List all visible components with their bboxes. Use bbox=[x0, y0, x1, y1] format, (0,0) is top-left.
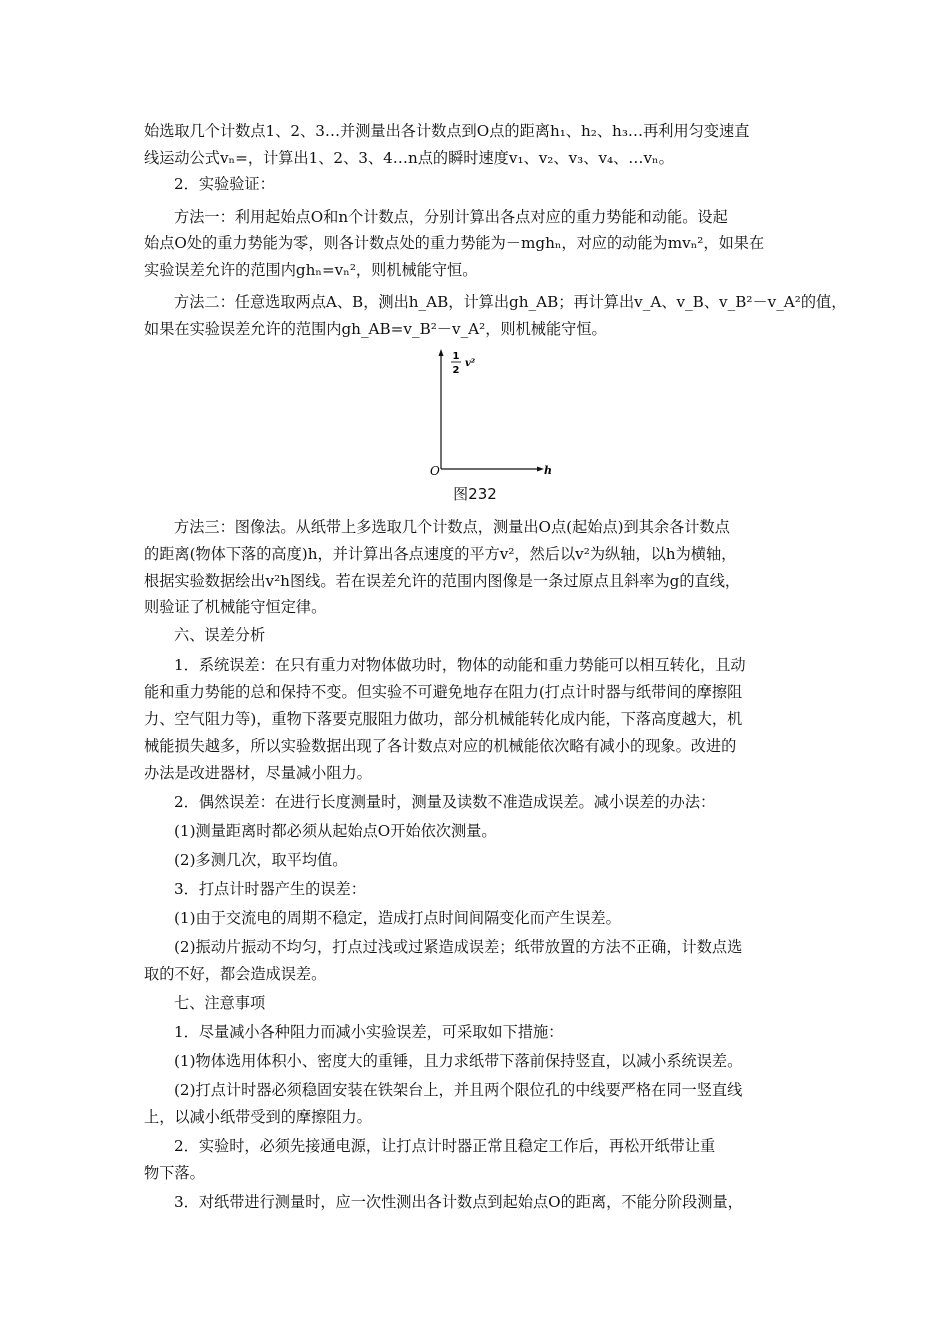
text-line: 六、误差分析 bbox=[174, 626, 266, 644]
text-line: 能和重力势能的总和保持不变。但实验不可避免地存在阻力(打点计时器与纸带间的摩擦阻 bbox=[144, 683, 743, 701]
text-line: 1．系统误差：在只有重力对物体做功时，物体的动能和重力势能可以相互转化，且动 bbox=[174, 656, 746, 674]
text-line: 物下落。 bbox=[144, 1164, 205, 1182]
text-line: 力、空气阻力等)，重物下落要克服阻力做功，部分机械能转化成内能，下落高度越大，机 bbox=[144, 710, 743, 728]
y-axis-arrow-icon bbox=[439, 349, 444, 356]
text-line: 取的不好，都会造成误差。 bbox=[144, 965, 327, 983]
text-line: 的距离(物体下落的高度)h，并计算出各点速度的平方v²，然后以v²为纵轴，以h为横轴， bbox=[144, 545, 737, 563]
text-line: 七、注意事项 bbox=[174, 994, 266, 1012]
v2-h-graph bbox=[420, 343, 560, 483]
text-line: 方法一：利用起始点O和n个计数点，分别计算出各点对应的重力势能和动能。设起 bbox=[174, 208, 728, 226]
text-line: (1)测量距离时都必须从起始点O开始依次测量。 bbox=[174, 822, 497, 840]
text-line: 始选取几个计数点1、2、3…并测量出各计数点到O点的距离h₁、h₂、h₃…再利用匀变速直 bbox=[144, 122, 750, 140]
text-line: 如果在实验误差允许的范围内gh_AB=v_B²－v_A²，则机械能守恒。 bbox=[144, 320, 607, 338]
x-axis-arrow-icon bbox=[537, 467, 544, 472]
text-line: 方法二：任意选取两点A、B，测出h_AB，计算出gh_AB；再计算出v_A、v_B、v_B²－v_A²的值， bbox=[174, 293, 847, 311]
y-axis-label: v² bbox=[465, 358, 476, 369]
text-line: 械能损失越多，所以实验数据出现了各计数点对应的机械能依次略有减小的现象。改进的 bbox=[144, 737, 737, 755]
origin-label: O bbox=[430, 464, 440, 478]
text-line: 线运动公式vₙ=，计算出1、2、3、4…n点的瞬时速度v₁、v₂、v₃、v₄、…vₙ。 bbox=[144, 149, 674, 167]
text-line: 2．偶然误差：在进行长度测量时，测量及读数不准造成误差。减小误差的办法： bbox=[174, 793, 716, 811]
text-line: 办法是改进器材，尽量减小阻力。 bbox=[144, 764, 372, 782]
text-line: 1．尽量减小各种阻力而减小实验误差，可采取如下措施： bbox=[174, 1023, 564, 1041]
text-line: 上，以减小纸带受到的摩擦阻力。 bbox=[144, 1108, 372, 1126]
y-label-denominator: 2 bbox=[452, 365, 460, 376]
figure-caption: 图232 bbox=[453, 485, 497, 503]
text-line: 2．实验时，必须先接通电源，让打点计时器正常且稳定工作后，再松开纸带让重 bbox=[174, 1137, 716, 1155]
y-label-numerator: 1 bbox=[452, 351, 460, 362]
text-line: 3．对纸带进行测量时，应一次性测出各计数点到起始点O的距离，不能分阶段测量， bbox=[174, 1193, 743, 1211]
text-line: 根据实验数据绘出v²h图线。若在误差允许的范围内图像是一条过原点且斜率为g的直线， bbox=[144, 572, 741, 590]
x-axis-label: h bbox=[544, 464, 552, 477]
text-line: 始点O处的重力势能为零，则各计数点处的重力势能为－mghₙ，对应的动能为mvₙ²，如果在 bbox=[144, 234, 765, 252]
text-line: 2．实验验证： bbox=[174, 175, 275, 193]
text-line: 方法三：图像法。从纸带上多选取几个计数点，测量出O点(起始点)到其余各计数点 bbox=[174, 518, 730, 536]
text-line: (2)多测几次，取平均值。 bbox=[174, 851, 348, 869]
text-line: (2)打点计时器必须稳固安装在铁架台上，并且两个限位孔的中线要严格在同一竖直线 bbox=[174, 1081, 743, 1099]
text-line: (1)由于交流电的周期不稳定，造成打点时间间隔变化而产生误差。 bbox=[174, 909, 621, 927]
text-line: (1)物体选用体积小、密度大的重锤，且力求纸带下落前保持竖直，以减小系统误差。 bbox=[174, 1052, 743, 1070]
text-line: 3．打点计时器产生的误差： bbox=[174, 880, 366, 898]
text-line: 实验误差允许的范围内ghₙ=vₙ²，则机械能守恒。 bbox=[144, 261, 478, 279]
text-line: (2)振动片振动不均匀，打点过浅或过紧造成误差；纸带放置的方法不正确，计数点选 bbox=[174, 938, 743, 956]
text-line: 则验证了机械能守恒定律。 bbox=[144, 598, 327, 616]
